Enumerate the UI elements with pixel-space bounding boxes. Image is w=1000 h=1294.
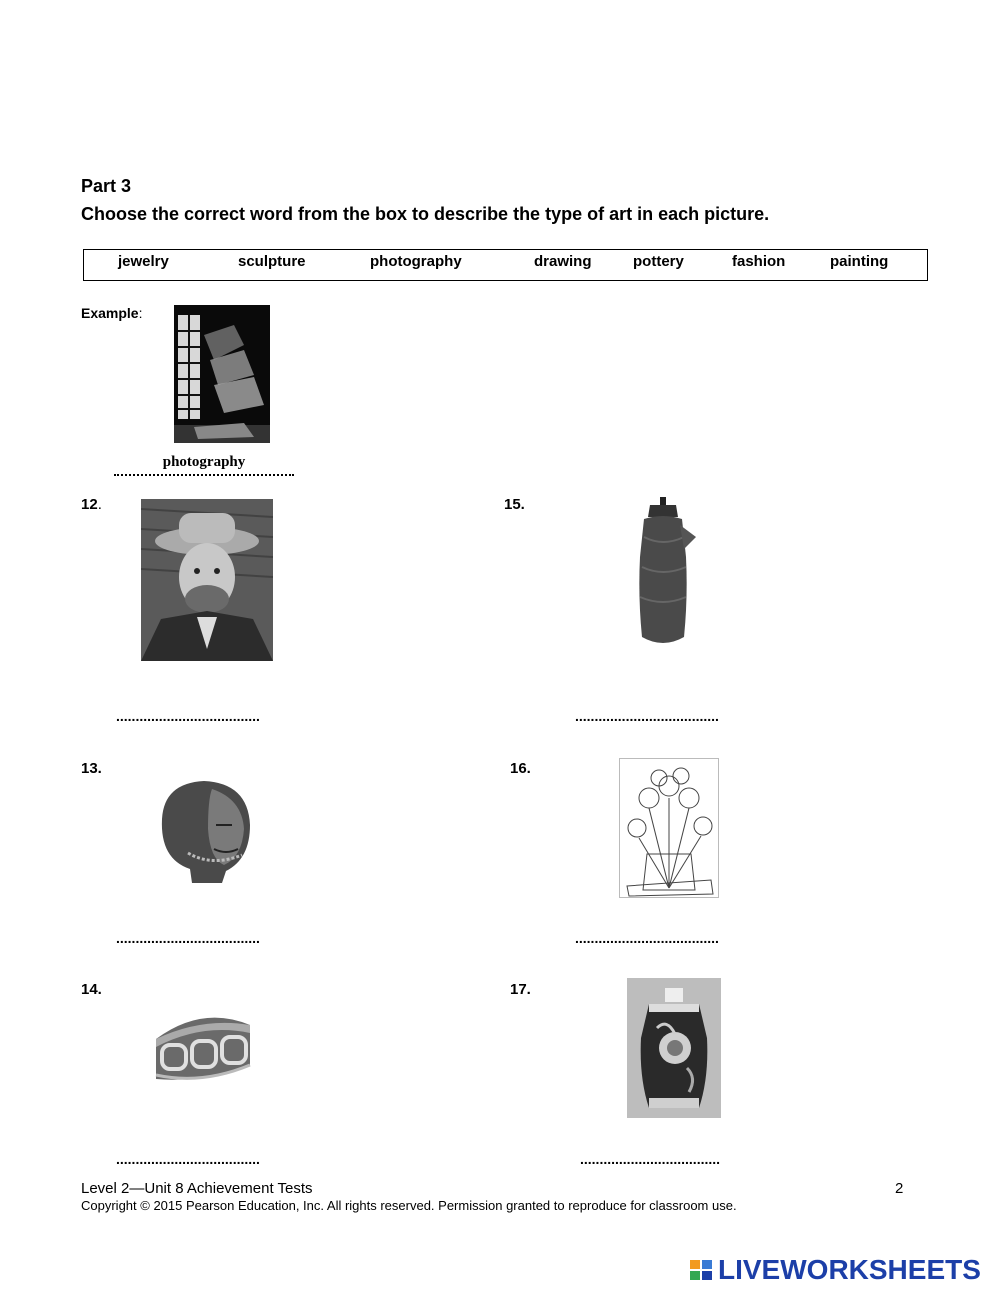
word-box: [83, 249, 928, 281]
dress-image: [626, 497, 700, 649]
footer-level-text: Level 2—Unit 8 Achievement Tests: [81, 1180, 313, 1197]
example-label: Example:: [81, 305, 143, 321]
item-17-number: 17.: [510, 981, 531, 998]
item-13-number: 13.: [81, 760, 102, 777]
item-13-answer-blank[interactable]: .....................................: [116, 930, 260, 946]
portrait-painting-image: [141, 499, 273, 661]
item-16-number: 16.: [510, 760, 531, 777]
word-photography: photography: [370, 253, 462, 270]
ring-jewelry-image: [152, 1009, 254, 1089]
word-painting: painting: [830, 253, 889, 270]
example-photo-image: [174, 305, 270, 443]
item-15-answer-blank[interactable]: .....................................: [575, 708, 719, 724]
item-16-answer-blank[interactable]: .....................................: [575, 930, 719, 946]
item-17-answer-blank[interactable]: ....................................: [580, 1151, 721, 1167]
example-answer: photography: [114, 454, 294, 476]
brand-name: LIVEWORKSHEETS: [718, 1254, 981, 1285]
word-sculpture: sculpture: [238, 253, 306, 270]
word-pottery: pottery: [633, 253, 684, 270]
instructions: Choose the correct word from the box to describe the type of art in each picture.: [81, 204, 770, 224]
flower-drawing-image: [619, 758, 719, 898]
item-12-answer-blank[interactable]: .....................................: [116, 708, 260, 724]
page-number: 2: [895, 1180, 904, 1197]
part-title: Part 3: [81, 176, 132, 196]
sculpture-head-image: [152, 779, 254, 883]
word-jewelry: jewelry: [118, 253, 169, 270]
word-fashion: fashion: [732, 253, 786, 270]
liveworksheets-logo[interactable]: [690, 1254, 981, 1286]
copyright-text: Copyright © 2015 Pearson Education, Inc. All rights reserved. Permission granted to reproduce for classroom use.: [81, 1198, 737, 1213]
liveworksheets-icon: [690, 1258, 714, 1282]
item-14-number: 14.: [81, 981, 102, 998]
item-12-number: 12.: [81, 496, 102, 513]
word-drawing: drawing: [534, 253, 592, 270]
item-15-number: 15.: [504, 496, 525, 513]
vase-pottery-image: [627, 978, 721, 1118]
item-14-answer-blank[interactable]: .....................................: [116, 1151, 260, 1167]
